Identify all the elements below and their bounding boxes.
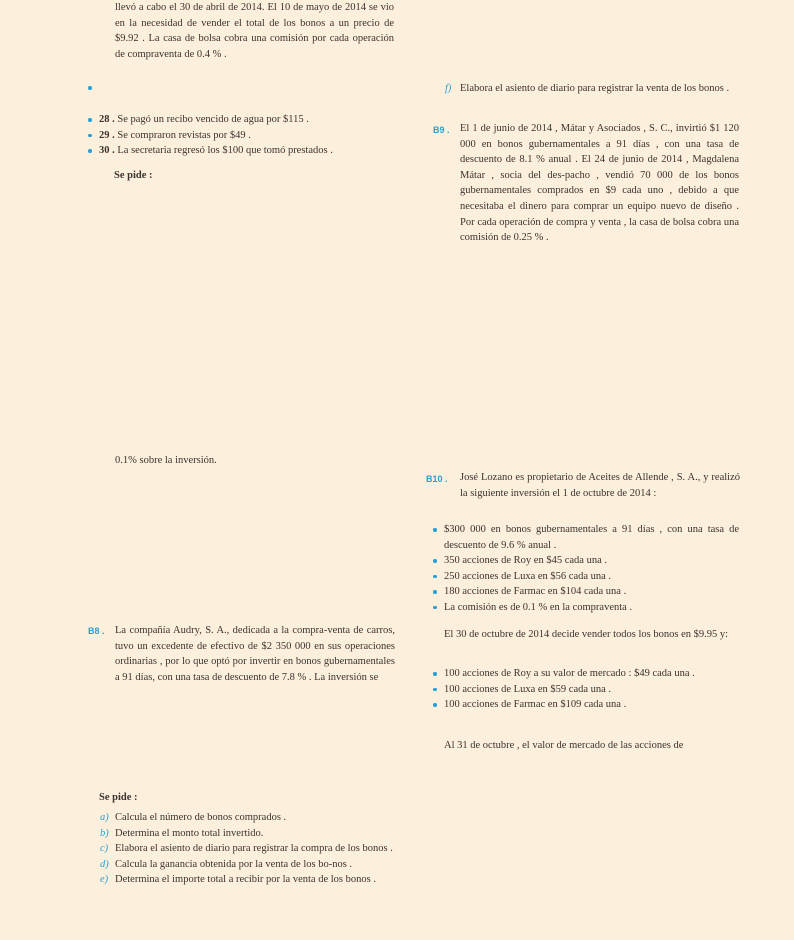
investment-note: 0.1% sobre la inversión. xyxy=(115,455,217,466)
list-item: 100 acciones de Luxa en $59 cada una . xyxy=(444,682,739,698)
list-item: e) Determina el importe total a recibir por la venta de los bonos . xyxy=(100,874,376,886)
list-item: $300 000 en bonos gubernamentales a 91 días , con una tasa de descuento de 9.6 % anual . xyxy=(444,522,739,553)
bullet-icon xyxy=(88,134,92,138)
b10-investment-list xyxy=(444,522,739,616)
bullet-icon xyxy=(88,118,92,122)
intro-text: llevó a cabo el 30 de abril de 2014. El 10 de mayo de 2014 se vio en la necesidad de vender el total de los bonos a un precio de $9.92 . La casa de bolsa cobra una comisión por cada operación de compraventa de 0.4 % . xyxy=(115,2,394,60)
bullet-icon xyxy=(433,703,437,707)
bullet-icon xyxy=(433,606,437,610)
expense-list xyxy=(99,112,399,159)
b10-paragraph-3: Al 31 de octubre , el valor de mercado de las acciones de xyxy=(444,740,684,751)
question-f-letter: f) xyxy=(445,83,452,94)
empty-bullet xyxy=(88,86,92,90)
list-item: 250 acciones de Luxa en $56 cada una . xyxy=(444,569,739,585)
b10-sale-list xyxy=(444,666,739,713)
problem-b9-text: El 1 de junio de 2014 , Mátar y Asociados , S. C., invirtió $1 120 000 en bonos gubernamentales a 91 días , con una tasa de descuento de 8.1 % anual . El 24 de junio de 2014 , Magdalena Mátar , socia del des-pacho , vendió 70 000 de los bonos gubernamentales comprados en $9 cada uno , debido a que necesitaba el dinero para comprar un equipo nuevo de diseño . Por cada operación de compra y venta , la casa de bolsa cobra una comisión de 0.25 % . xyxy=(460,123,739,244)
list-item: b) Determina el monto total invertido. xyxy=(100,827,264,839)
list-item: 28 . Se pagó un recibo vencido de agua por $115 . xyxy=(99,112,399,128)
se-pide-heading-b8: Se pide : xyxy=(99,792,138,803)
problem-b10-text: José Lozano es propietario de Aceites de Allende , S. A., y realizó la siguiente inversión el 1 de octubre de 2014 : xyxy=(460,472,740,499)
bullet-icon xyxy=(88,149,92,153)
question-f xyxy=(445,81,739,97)
list-item: 180 acciones de Farmac en $104 cada una . xyxy=(444,584,739,600)
intro-paragraph xyxy=(115,0,394,62)
bullet-icon xyxy=(433,559,437,563)
list-item: d) Calcula la ganancia obtenida por la venta de los bo-nos . xyxy=(100,858,353,870)
problem-tag-b8: B8 . xyxy=(88,626,105,636)
list-item: c) Elabora el asiento de diario para registrar la compra de los bonos . xyxy=(100,843,393,855)
question-f-text: Elabora el asiento de diario para registrar la venta de los bonos . xyxy=(460,83,730,94)
list-item: 29 . Se compraron revistas por $49 . xyxy=(99,128,399,144)
list-item: 100 acciones de Roy a su valor de mercado : $49 cada una . xyxy=(444,666,739,682)
list-item: 350 acciones de Roy en $45 cada una . xyxy=(444,553,739,569)
se-pide-heading: Se pide : xyxy=(114,170,153,181)
problem-b8-text: La compañía Audry, S. A., dedicada a la compra-venta de carros, tuvo un excedente de efectivo de $2 350 000 en sus operaciones ordinarias , por lo que optó por invertir en bonos gubernamentales a 91 días, con una tasa de descuento de 7.8 % . La inversión se xyxy=(115,625,395,683)
list-item: a) Calcula el número de bonos comprados . xyxy=(100,812,287,823)
list-item: La comisión es de 0.1 % en la compraventa . xyxy=(444,600,739,616)
problem-b8 xyxy=(115,623,395,685)
b8-questions xyxy=(100,810,395,888)
problem-tag-b9: B9 . xyxy=(433,125,450,135)
bullet-icon xyxy=(433,672,437,676)
problem-b10 xyxy=(460,470,740,501)
bullet-icon xyxy=(433,590,437,594)
bullet-icon xyxy=(433,688,437,692)
bullet-icon xyxy=(433,528,437,532)
b10-paragraph-2: El 30 de octubre de 2014 decide vender todos los bonos en $9.95 y: xyxy=(444,629,729,640)
problem-b9 xyxy=(460,121,739,246)
problem-tag-b10: B10 . xyxy=(426,474,448,484)
list-item: 100 acciones de Farmac en $109 cada una . xyxy=(444,697,739,713)
list-item: 30 . La secretaria regresó los $100 que tomó prestados . xyxy=(99,143,399,159)
bullet-icon xyxy=(433,575,437,579)
